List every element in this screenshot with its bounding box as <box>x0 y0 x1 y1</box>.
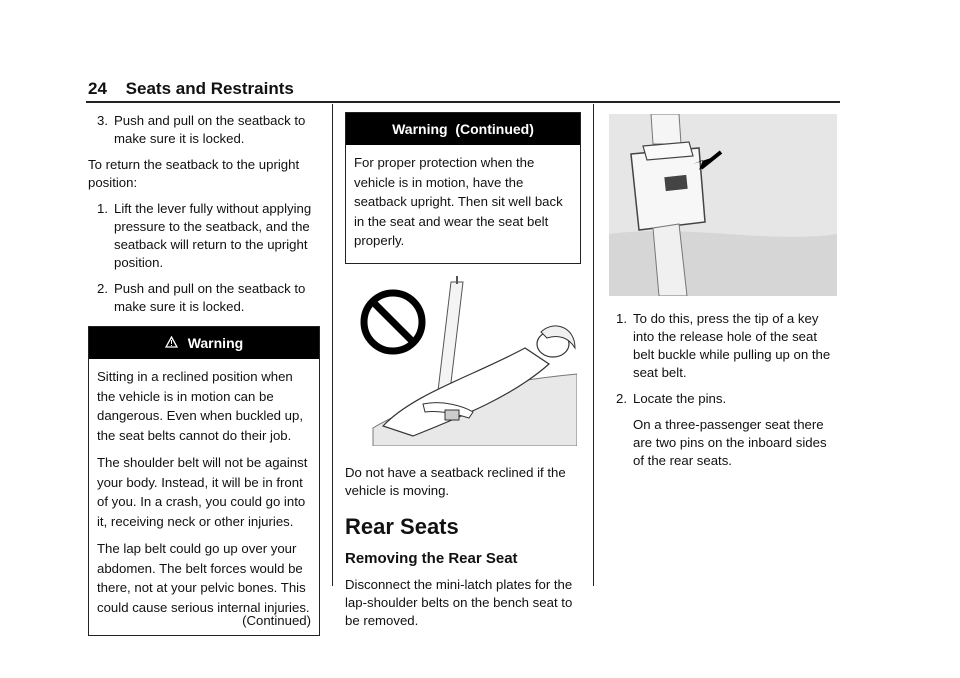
step-text: To do this, press the tip of a key into the release hole of the seat belt buckle while pulling up on the seat belt. <box>633 311 831 380</box>
column-divider-right <box>593 104 594 586</box>
step-number: 2. <box>616 391 627 406</box>
seat-belt-buckle-illustration <box>609 114 837 296</box>
step-number: 1. <box>616 311 627 326</box>
warning-title: Warning <box>187 335 244 351</box>
step-subtext: On a three-passenger seat there are two pins on the inboard sides of the rear seats. <box>633 417 827 468</box>
column-2 <box>345 112 581 638</box>
step-1 <box>607 310 839 382</box>
column-divider-left <box>332 104 333 586</box>
step-text <box>633 390 839 470</box>
step-text: Push and pull on the seatback to make sure it is locked. <box>114 281 306 314</box>
step-number: 2. <box>97 281 108 296</box>
warning-continued-box <box>345 112 581 264</box>
section-heading: Rear Seats <box>345 513 459 539</box>
step-number: 3. <box>97 113 108 128</box>
body-text: Do not have a seatback reclined if the vehicle is moving. <box>345 464 566 498</box>
warning-paragraph: The lap belt could go up over your abdomen. The belt forces would be there, not at your pelvic bones. This could cause serious internal injuries. <box>97 541 310 615</box>
step-3 <box>88 112 320 148</box>
prohibition-icon <box>364 293 422 351</box>
step-number: 1. <box>97 201 108 216</box>
continued-label: (Continued) <box>242 613 311 628</box>
warning-triangle-icon <box>165 334 178 352</box>
page-header <box>88 80 294 98</box>
step-text: Push and pull on the seatback to make sure it is locked. <box>114 113 306 146</box>
body-text: Disconnect the mini-latch plates for the lap-shoulder belts on the bench seat to be removed. <box>345 576 573 628</box>
warning-header: Warning (Continued) <box>346 113 580 145</box>
warning-header <box>89 327 319 359</box>
section-title: Seats and Restraints <box>125 79 294 98</box>
warning-box <box>88 326 320 636</box>
step-2 <box>607 390 839 470</box>
step-1 <box>88 200 320 272</box>
reclined-seat-illustration <box>353 276 577 446</box>
subsection-heading: Removing the Rear Seat <box>345 549 518 567</box>
step-2 <box>88 280 320 316</box>
warning-body <box>89 359 319 635</box>
step-text: Lift the lever fully without applying pressure to the seatback, and the seatback will return to the upright position. <box>114 201 312 270</box>
page-number: 24 <box>88 79 107 98</box>
column-1 <box>88 112 320 646</box>
warning-body <box>346 145 580 263</box>
warning-paragraph: For proper protection when the vehicle is in motion, have the seatback upright. Then sit well back in the seat and wear the seat belt properly. <box>354 155 563 248</box>
column-3 <box>607 112 839 478</box>
intro-text: To return the seatback to the upright position: <box>88 157 300 190</box>
step-text-main: Locate the pins. <box>633 391 727 406</box>
warning-paragraph: Sitting in a reclined position when the vehicle is in motion can be dangerous. Even when buckled up, the seat belts cannot do their job. <box>97 369 304 443</box>
header-rule <box>86 101 840 103</box>
warning-paragraph: The shoulder belt will not be against your body. Instead, it will be in front of you. In a crash, you could go into it, receiving neck or other injuries. <box>97 455 308 529</box>
